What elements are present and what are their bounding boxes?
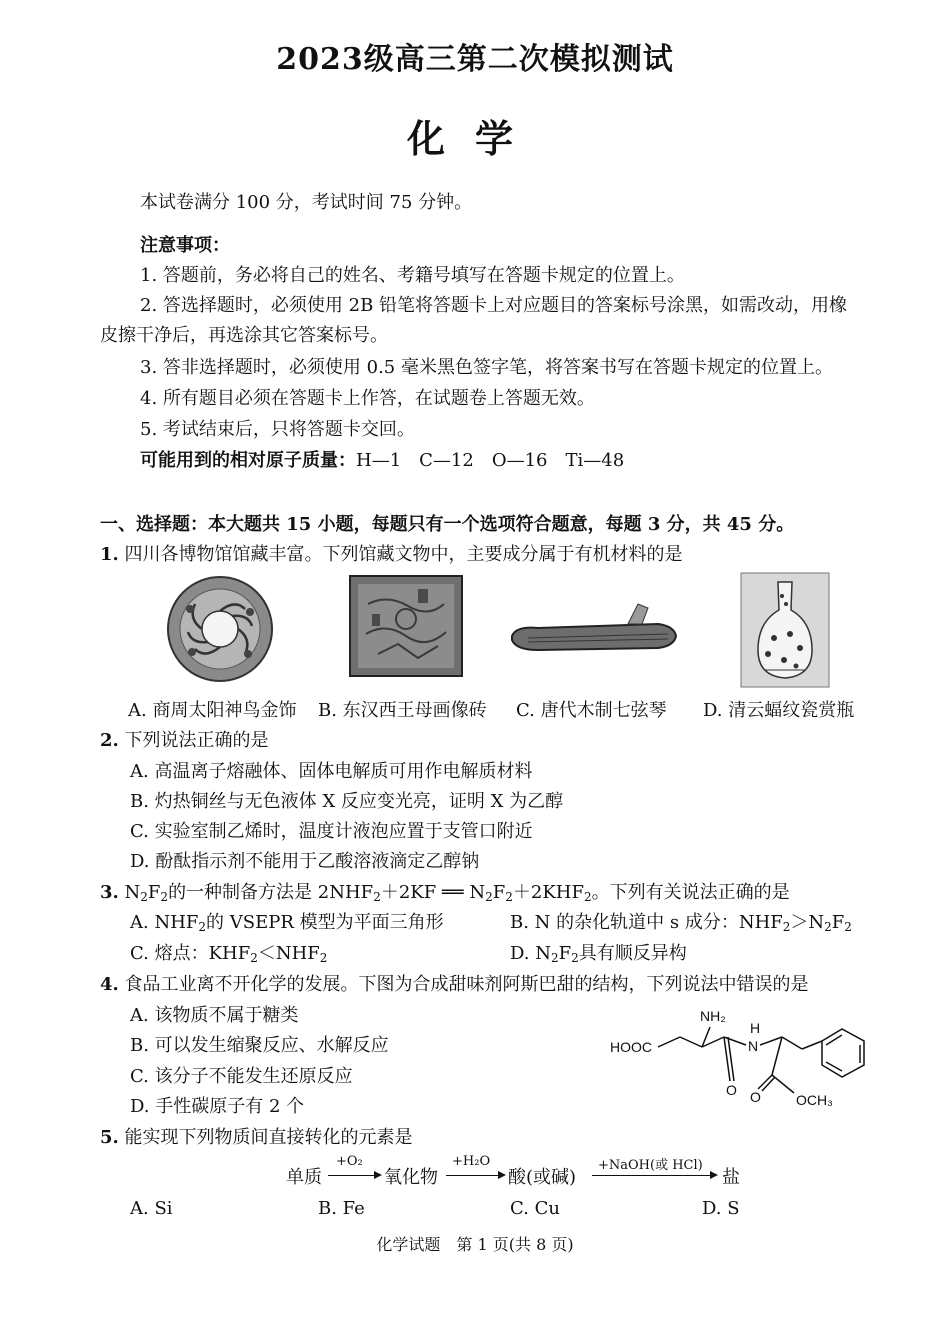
q5-stem-line	[100, 1125, 413, 1151]
chain-salt: 盐	[722, 1167, 740, 1188]
q5-option-d: D. S	[702, 1198, 740, 1219]
q5-option-c: C. Cu	[510, 1198, 560, 1219]
q2-option-a: A. 高温离子熔融体、固体电解质可用作电解质材料	[130, 761, 533, 782]
reagent-o2: +O₂	[336, 1154, 363, 1169]
q2-stem-line	[100, 728, 269, 754]
q2-number: 2.	[100, 730, 119, 751]
notice-title: 注意事项：	[140, 235, 230, 256]
note-5: 5. 考试结束后，只将答题卡交回。	[140, 419, 415, 440]
q3-option-c: C. 熔点：$KHF_2<NHF_2$	[130, 943, 328, 965]
q4-stem-line	[100, 972, 809, 998]
struct-n: N	[748, 1038, 759, 1054]
chain-oxide: 氧化物	[384, 1167, 438, 1188]
q3-option-b: B. N 的杂化轨道中 s 成分：$NHF_2>N_2F_2$	[510, 912, 852, 934]
q4-option-a: A. 该物质不属于糖类	[130, 1005, 299, 1026]
exam-title: 2023级高三第二次模拟测试	[276, 42, 674, 77]
struct-h: H	[750, 1020, 761, 1036]
q3-number: 3.	[100, 882, 119, 903]
struct-och3: OCH₃	[796, 1092, 833, 1108]
sun-bird-gold-image	[160, 574, 280, 684]
score-time: 本试卷满分 100 分，考试时间 75 分钟。	[140, 192, 473, 213]
struct-hooc: HOOC	[610, 1039, 652, 1055]
note-1: 1. 答题前，务必将自己的姓名、考籍号填写在答题卡规定的位置上。	[140, 265, 685, 286]
note-3: 3. 答非选择题时，必须使用 0.5 毫米黑色签字笔，将答案书写在答题卡规定的位置上。	[140, 357, 833, 378]
arrow-2	[446, 1175, 504, 1176]
reagent-naoh-hcl: +NaOH(或 HCl)	[598, 1158, 703, 1173]
reagent-h2o: +H₂O	[452, 1154, 491, 1169]
q4-number: 4.	[100, 974, 119, 995]
chain-element: 单质	[286, 1167, 322, 1188]
arrow-1	[328, 1175, 380, 1176]
q4-option-b: B. 可以发生缩聚反应、水解反应	[130, 1035, 389, 1056]
q1-option-d: D. 清云蝠纹瓷赏瓶	[703, 700, 855, 721]
q4-option-d: D. 手性碳原子有 2 个	[130, 1096, 305, 1117]
note-2: 2. 答选择题时，必须使用 2B 铅笔将答题卡上对应题目的答案标号涂黑，如需改动，用橡	[140, 295, 848, 316]
porcelain-vase-image	[740, 572, 830, 688]
q1-number: 1.	[100, 544, 119, 565]
note-2-cont: 皮擦干净后，再选涂其它答案标号。	[100, 325, 388, 346]
atomic-mass-values: H—1 C—12 O—16 Ti—48	[356, 450, 625, 471]
q3-stem-line: 3. $N_2F_2$的一种制备方法是 $2NHF_2+2KF$ ══ $N_2F_2+2KHF_2$。下列有关说法正确的是	[100, 882, 790, 904]
q5-option-a: A. Si	[130, 1198, 173, 1219]
aspartame-structure	[610, 1005, 890, 1115]
page-footer: 化学试题 第 1 页(共 8 页)	[376, 1235, 574, 1254]
brick-relief-image	[348, 574, 464, 678]
q3-option-d: D. $N_2F_2$具有顺反异构	[510, 943, 687, 965]
section-heading: 一、选择题：本大题共 15 小题，每题只有一个选项符合题意，每题 3 分，共 45 分。	[100, 514, 795, 535]
wooden-qin-image	[508, 598, 680, 658]
note-4: 4. 所有题目必须在答题卡上作答，在试题卷上答题无效。	[140, 388, 595, 409]
subject-title: 化学	[406, 116, 543, 161]
struct-o1: O	[726, 1082, 737, 1098]
q5-number: 5.	[100, 1127, 119, 1148]
atomic-mass-line	[140, 448, 624, 474]
q2-option-b: B. 灼热铜丝与无色液体 X 反应变光亮，证明 X 为乙醇	[130, 791, 564, 812]
q1-stem-line	[100, 542, 683, 568]
struct-nh2: NH₂	[700, 1008, 726, 1024]
q5-stem: 能实现下列物质间直接转化的元素是	[124, 1127, 413, 1148]
q4-stem: 食品工业离不开化学的发展。下图为合成甜味剂阿斯巴甜的结构，下列说法中错误的是	[124, 974, 809, 995]
q2-option-c: C. 实验室制乙烯时，温度计液泡应置于支管口附近	[130, 821, 533, 842]
struct-o2: O	[750, 1089, 761, 1105]
q1-option-b: B. 东汉西王母画像砖	[318, 700, 487, 721]
q1-option-a: A. 商周太阳神鸟金饰	[128, 700, 297, 721]
q2-option-d: D. 酚酞指示剂不能用于乙酸溶液滴定乙醇钠	[130, 851, 480, 872]
q4-option-c: C. 该分子不能发生还原反应	[130, 1066, 353, 1087]
q3-option-a: A. $NHF_2$的 VSEPR 模型为平面三角形	[130, 912, 444, 934]
q1-stem: 四川各博物馆馆藏丰富。下列馆藏文物中，主要成分属于有机材料的是	[124, 544, 683, 565]
q2-stem: 下列说法正确的是	[124, 730, 269, 751]
q5-option-b: B. Fe	[318, 1198, 365, 1219]
atomic-mass-label: 可能用到的相对原子质量：	[140, 450, 356, 471]
chain-acid-base: 酸(或碱)	[508, 1167, 577, 1188]
q1-option-c: C. 唐代木制七弦琴	[516, 700, 667, 721]
arrow-3	[592, 1175, 716, 1176]
